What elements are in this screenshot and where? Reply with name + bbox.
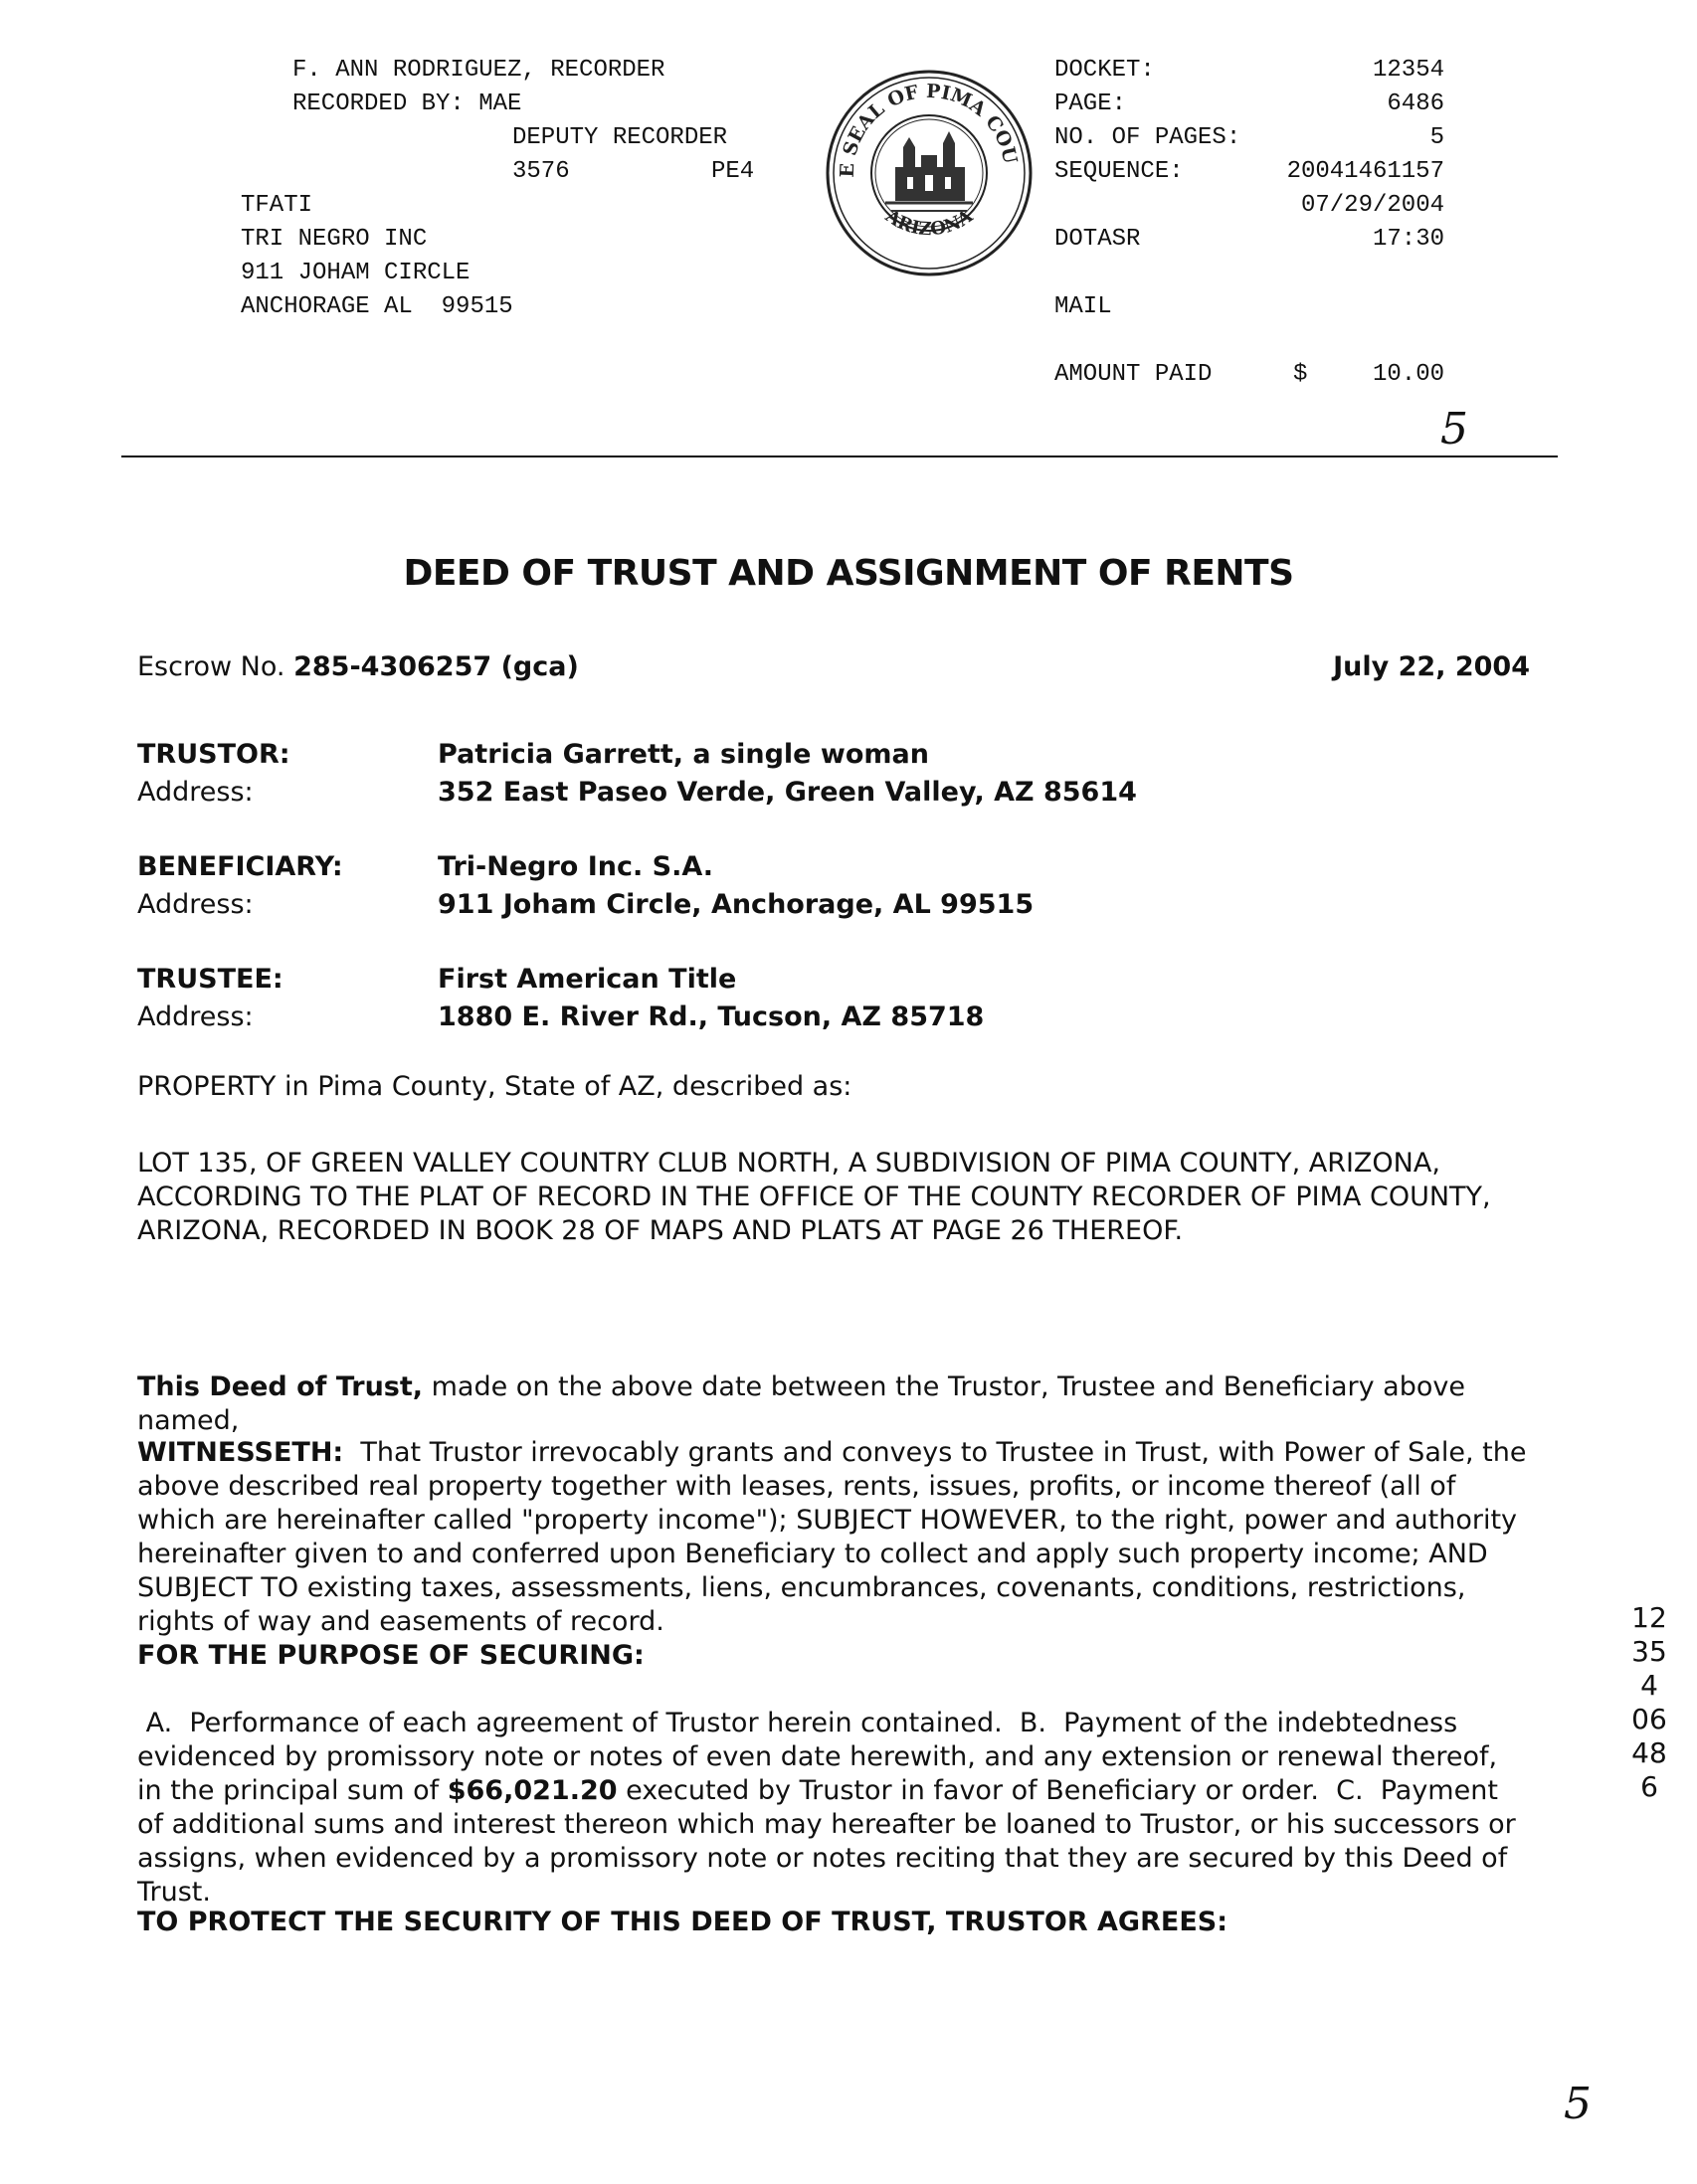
pages-value: 5 bbox=[1429, 124, 1444, 151]
header-divider bbox=[121, 455, 1558, 457]
svg-text:ARIZONA: ARIZONA bbox=[881, 205, 977, 241]
amount-label: AMOUNT PAID bbox=[1054, 361, 1213, 388]
recording-time: 17:30 bbox=[1372, 226, 1444, 253]
trustee-address: 1880 E. River Rd., Tucson, AZ 85718 bbox=[438, 1001, 985, 1032]
deed-lead: This Deed of Trust, bbox=[137, 1371, 424, 1402]
document-date: July 22, 2004 bbox=[1333, 651, 1530, 682]
trustee-label: TRUSTEE: bbox=[137, 964, 283, 995]
property-intro: PROPERTY in Pima County, State of AZ, described as: bbox=[137, 1071, 852, 1102]
legal-description: LOT 135, OF GREEN VALLEY COUNTRY CLUB NORTH, A SUBDIVISION OF PIMA COUNTY, ARIZONA, ACCORDING TO THE PLAT OF RECORD IN THE OFFICE OF THE COUNTY RECORDER OF PIMA COUNTY, ARIZONA, RECORDED IN BOOK 28 OF MAPS AND PLATS AT PAGE 26 THEREOF. bbox=[137, 1148, 1491, 1246]
purpose-text-1: A. Performance of each agreement of Trustor herein contained. B. Payment of the indebtedness evidenced by promissory note or notes of even date herewith, and any extension or renewal thereof, in the principal sum of bbox=[137, 1708, 1506, 1806]
margin-recording-number bbox=[1629, 1601, 1669, 1804]
recorder-code-suffix: PE4 bbox=[711, 158, 755, 185]
deed-text: made on the above date between the Trustor, Trustee and Beneficiary above named, bbox=[137, 1371, 1465, 1436]
beneficiary-name: Tri-Negro Inc. S.A. bbox=[438, 851, 714, 882]
witness-lead: WITNESSETH: bbox=[137, 1437, 344, 1468]
escrow-line bbox=[137, 648, 579, 685]
seal-graphic bbox=[824, 68, 1035, 278]
return-to-line: 911 JOHAM CIRCLE bbox=[241, 260, 471, 286]
deputy-recorder: DEPUTY RECORDER bbox=[512, 124, 728, 151]
escrow-number: 285-4306257 (gca) bbox=[293, 651, 579, 682]
beneficiary-label: BENEFICIARY: bbox=[137, 851, 343, 882]
trustee-name: First American Title bbox=[438, 964, 737, 995]
docket-value: 12354 bbox=[1372, 57, 1444, 84]
deed-paragraph bbox=[137, 1370, 1530, 1438]
beneficiary-address: 911 Joham Circle, Anchorage, AL 99515 bbox=[438, 889, 1035, 920]
trustor-label: TRUSTOR: bbox=[137, 739, 290, 770]
purpose-paragraph bbox=[137, 1707, 1530, 1910]
amount-value: 10.00 bbox=[1372, 361, 1444, 388]
witness-paragraph bbox=[137, 1436, 1536, 1639]
handwritten-mark: 5 bbox=[1440, 404, 1468, 455]
pages-label: NO. OF PAGES: bbox=[1054, 124, 1241, 151]
document-title: DEED OF TRUST AND ASSIGNMENT OF RENTS bbox=[403, 553, 1294, 594]
trustor-name: Patricia Garrett, a single woman bbox=[438, 739, 929, 770]
docket-label: DOCKET: bbox=[1054, 57, 1155, 84]
recording-date: 07/29/2004 bbox=[1300, 192, 1444, 219]
doc-type: DOTASR bbox=[1054, 226, 1141, 253]
county-seal bbox=[824, 68, 1035, 278]
amount-currency: $ bbox=[1293, 361, 1308, 388]
beneficiary-address-label: Address: bbox=[137, 889, 254, 920]
principal-amount: $66,021.20 bbox=[447, 1775, 618, 1806]
page-value: 6486 bbox=[1387, 91, 1444, 117]
trustee-address-label: Address: bbox=[137, 1001, 254, 1032]
purpose-heading: FOR THE PURPOSE OF SECURING: bbox=[137, 1640, 645, 1671]
purpose-text-2: executed by Trustor in favor of Beneficiary or order. C. Payment of additional sums and interest thereon which may hereafter be loaned to Trustor, or his successors or assigns, when evidenced by a promissory note or notes reciting that they are secured by this Deed of Trust. bbox=[137, 1775, 1525, 1908]
recorder-name: F. ANN RODRIGUEZ, RECORDER bbox=[292, 57, 665, 84]
svg-text:THE SEAL OF PIMA COUNTY: E SEAL OF PIMA COU bbox=[836, 80, 1022, 178]
protect-heading: TO PROTECT THE SECURITY OF THIS DEED OF TRUST, TRUSTOR AGREES: bbox=[137, 1907, 1228, 1937]
return-to-line: TFATI bbox=[241, 192, 313, 219]
return-to-line: TRI NEGRO INC bbox=[241, 226, 428, 253]
recorder-code: 3576 bbox=[512, 158, 570, 185]
witness-text: That Trustor irrevocably grants and conveys to Trustee in Trust, with Power of Sale, the above described real property together with leases, rents, issues, profits, or income thereof (all of which are hereinafter called "property income"); SUBJECT HOWEVER, to the right, power and authority hereinafter given to and conferred upon Beneficiary to collect and apply such property income; AND SUBJECT TO existing taxes, assessments, liens, encumbrances, covenants, conditions, restrictions, rights of way and easements of record. bbox=[137, 1437, 1536, 1637]
return-to-line: ANCHORAGE AL 99515 bbox=[241, 293, 513, 320]
sequence-value: 20041461157 bbox=[1286, 158, 1444, 185]
recorded-by: RECORDED BY: MAE bbox=[292, 91, 522, 117]
trustor-address-label: Address: bbox=[137, 777, 254, 808]
delivery-method: MAIL bbox=[1054, 293, 1112, 320]
footer-mark: 5 bbox=[1564, 2079, 1592, 2129]
page-label: PAGE: bbox=[1054, 91, 1127, 117]
margin-number-text: 12354 06486 bbox=[1631, 1601, 1667, 1803]
escrow-label: Escrow No. bbox=[137, 651, 285, 682]
trustor-address: 352 East Paseo Verde, Green Valley, AZ 85614 bbox=[438, 777, 1137, 808]
sequence-label: SEQUENCE: bbox=[1054, 158, 1184, 185]
